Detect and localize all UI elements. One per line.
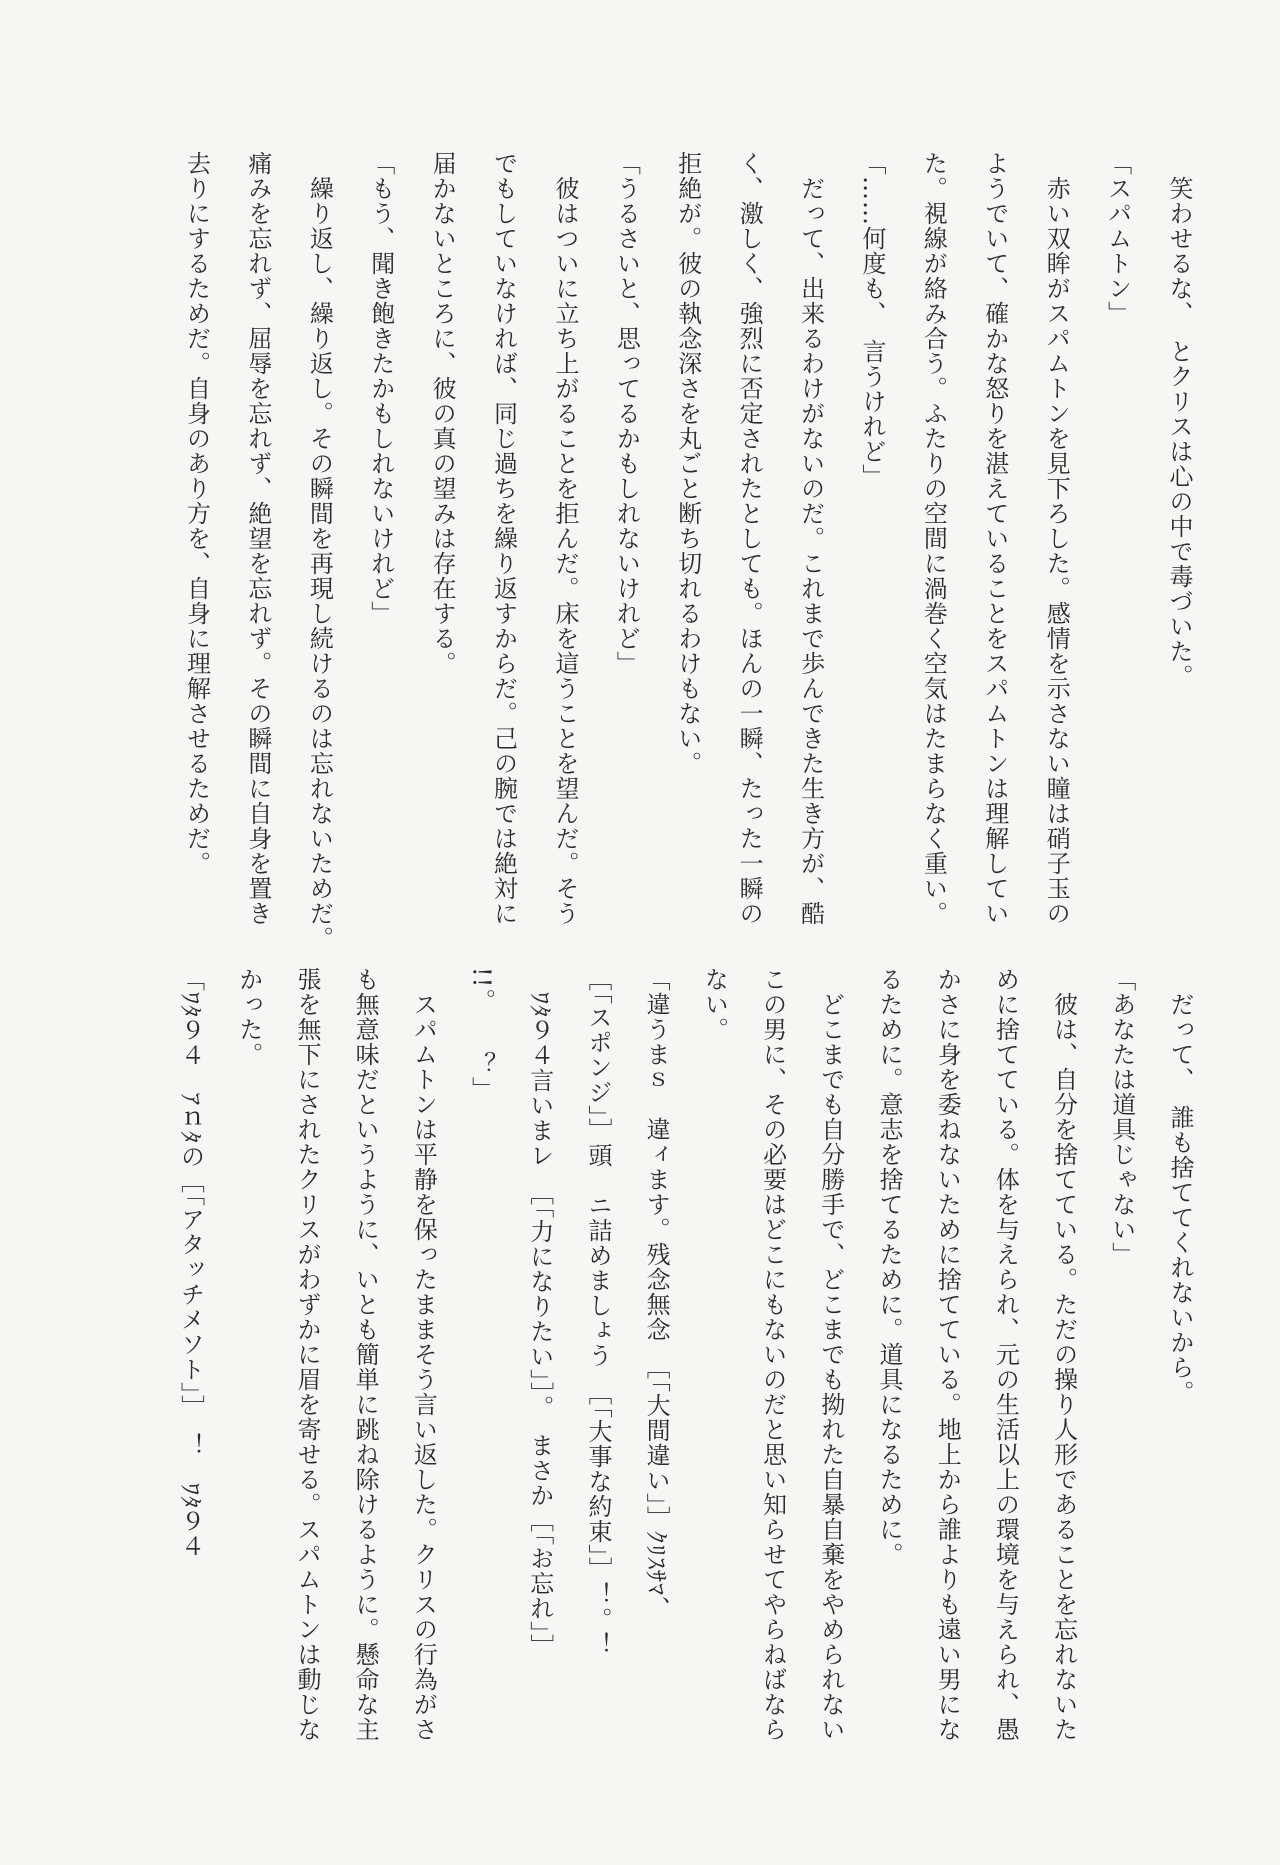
- text-column: 彼はついに立ち上がることを拒んだ。床を這うことを望んだ。そう: [550, 151, 579, 926]
- text-column: 「もう、聞き飽きたかもしれないけれど」: [366, 151, 395, 626]
- text-column: だって、 誰も捨ててくれないから。: [1166, 967, 1194, 1405]
- text-column: !!。 ？」: [467, 967, 496, 1102]
- text-column: く、激しく、強烈に否定されたとしても。ほんの一瞬、たった一瞬の: [735, 151, 764, 926]
- text-column: かさに身を委ねないために捨てている。地上から誰よりも遠い男にな: [933, 967, 962, 1742]
- text-column: ようでいて、確かな怒りを湛えていることをスパムトンは理解してい: [980, 151, 1009, 926]
- text-column: た。視線が絡み合う。ふたりの空間に渦巻く空気はたまらなく重い。: [919, 151, 948, 926]
- text-column: 届かないところに、彼の真の望みは存在する。: [428, 151, 457, 676]
- text-column: 去りにするためだ。自身のあり方を、自身に理解させるためだ。: [182, 151, 211, 876]
- text-column: も無意味だというように、いとも簡単に跳ね除けるように。懸命な主: [351, 967, 380, 1742]
- text-column: でもしていなければ、同じ過ちを繰り返すからだ。己の腕では絶対に: [489, 151, 518, 926]
- text-column: めに捨てている。体を与えられ、元の生活以上の環境を与えられ、愚: [991, 967, 1020, 1742]
- text-column: どこまでも自分勝手で、どこまでも拗れた自暴自棄をやめられない: [816, 967, 845, 1742]
- text-column: 笑わせるな、 とクリスは心の中で毒づいた。: [1165, 151, 1193, 689]
- text-column: 張を無下にされたクリスがわずかに眉を寄せる。スパムトンは動じな: [292, 967, 321, 1742]
- text-column: だって、出来るわけがないのだ。これまで歩んできた生き方が、酷: [796, 151, 825, 926]
- upper-text-block: [165, 151, 1209, 951]
- text-column: 「ﾜﾀ９４ ｱｎﾀの［「アタッチメソト」］ ！ ﾜﾀ９４: [176, 967, 205, 1559]
- text-column: ［「スポンジ」］頭 ニ詰めましょう ［「大事な約束」］！。！: [583, 967, 612, 1657]
- text-column: るために。意志を捨てるために。道具になるために。: [874, 967, 903, 1567]
- text-column: 繰り返し、繰り返し。その瞬間を再現し続けるのは忘れないためだ。: [305, 151, 334, 951]
- text-column: ない。: [700, 967, 729, 1042]
- text-column: 拒絶が。彼の執念深さを丸ごと断ち切れるわけもない。: [673, 151, 702, 776]
- text-column: この男に、その必要はどこにもないのだと思い知らせてやらねばなら: [758, 967, 787, 1742]
- text-column: 彼は、自分を捨てている。ただの操り人形であることを忘れないた: [1049, 967, 1078, 1742]
- text-column: 赤い双眸がスパムトンを見下ろした。感情を示さない瞳は硝子玉の: [1042, 151, 1071, 926]
- text-column: 「違うまｓ 違ィます。残念無念 ［「大間違い」］ｸﾘｽｻﾏ、: [642, 967, 671, 1621]
- text-column: かった。: [234, 967, 263, 1067]
- text-column: 痛みを忘れず、屈辱を忘れず、絶望を忘れず。その瞬間に自身を置き: [243, 151, 272, 926]
- text-column: 「あなたは道具じゃない」: [1107, 967, 1136, 1267]
- text-column: ﾜﾀ９４言いまレ ［「力になりたい」］。 まさか［「お忘れ」］: [525, 967, 554, 1659]
- text-column: 「うるさいと、思ってるかもしれないけれど」: [612, 151, 641, 676]
- text-column: 「……何度も、 言うけれど」: [857, 151, 886, 489]
- text-column: 「スパムトン」: [1103, 151, 1132, 326]
- lower-text-block: [161, 967, 1209, 1767]
- text-column: スパムトンは平静を保ったままそう言い返した。クリスの行為がさ: [409, 967, 438, 1742]
